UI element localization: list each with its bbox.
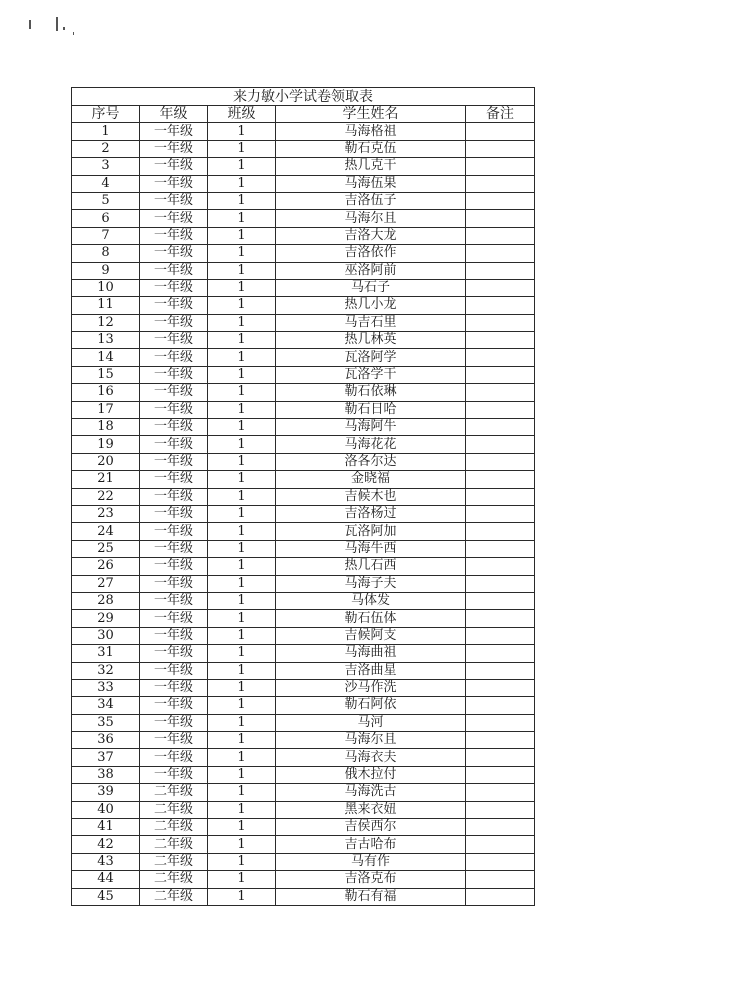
cell-student-name: 勒石阿依	[276, 697, 466, 714]
table-row	[72, 627, 535, 644]
table-row	[72, 436, 535, 453]
table-row	[72, 853, 535, 870]
table-row	[72, 123, 535, 140]
cell-student-name: 瓦洛阿学	[276, 349, 466, 366]
cell-student-name: 马石子	[276, 279, 466, 296]
header-class: 班级	[208, 106, 276, 123]
cell-number: 41	[72, 819, 140, 836]
cell-number: 9	[72, 262, 140, 279]
cell-number: 16	[72, 384, 140, 401]
cell-grade: 一年级	[140, 505, 208, 522]
cell-student-name: 吉古哈布	[276, 836, 466, 853]
cell-note	[466, 488, 535, 505]
cell-note	[466, 349, 535, 366]
cell-number: 17	[72, 401, 140, 418]
cell-note	[466, 158, 535, 175]
cell-class: 1	[208, 558, 276, 575]
cell-class: 1	[208, 158, 276, 175]
cell-student-name: 马海伍果	[276, 175, 466, 192]
cell-number: 45	[72, 888, 140, 905]
cell-student-name: 吉洛曲星	[276, 662, 466, 679]
cell-student-name: 巫洛阿前	[276, 262, 466, 279]
cell-student-name: 吉洛依作	[276, 245, 466, 262]
cell-note	[466, 749, 535, 766]
cell-number: 3	[72, 158, 140, 175]
cell-note	[466, 610, 535, 627]
cell-number: 11	[72, 297, 140, 314]
cell-student-name: 洛各尔达	[276, 453, 466, 470]
cell-student-name: 马吉石里	[276, 314, 466, 331]
cell-note	[466, 436, 535, 453]
cell-class: 1	[208, 888, 276, 905]
table-row	[72, 558, 535, 575]
cell-student-name: 马海阿牛	[276, 419, 466, 436]
cell-note	[466, 679, 535, 696]
cell-number: 42	[72, 836, 140, 853]
cell-number: 26	[72, 558, 140, 575]
cell-number: 22	[72, 488, 140, 505]
table-row	[72, 314, 535, 331]
cell-student-name: 热几克干	[276, 158, 466, 175]
header-number: 序号	[72, 106, 140, 123]
cell-class: 1	[208, 662, 276, 679]
cell-note	[466, 766, 535, 783]
cell-number: 20	[72, 453, 140, 470]
cell-number: 27	[72, 575, 140, 592]
cell-note	[466, 401, 535, 418]
table-row	[72, 227, 535, 244]
cell-grade: 一年级	[140, 366, 208, 383]
cell-class: 1	[208, 384, 276, 401]
table-row	[72, 384, 535, 401]
cell-note	[466, 262, 535, 279]
cell-note	[466, 366, 535, 383]
cell-class: 1	[208, 871, 276, 888]
cell-number: 37	[72, 749, 140, 766]
cell-grade: 一年级	[140, 766, 208, 783]
cell-grade: 一年级	[140, 523, 208, 540]
cell-student-name: 马海格祖	[276, 123, 466, 140]
cell-note	[466, 558, 535, 575]
cell-grade: 一年级	[140, 245, 208, 262]
table-row	[72, 210, 535, 227]
cell-student-name: 马体发	[276, 592, 466, 609]
scan-speck	[63, 27, 65, 30]
cell-grade: 一年级	[140, 732, 208, 749]
cell-student-name: 瓦洛阿加	[276, 523, 466, 540]
cell-grade: 二年级	[140, 853, 208, 870]
cell-class: 1	[208, 279, 276, 296]
table-row	[72, 871, 535, 888]
cell-class: 1	[208, 297, 276, 314]
cell-number: 40	[72, 801, 140, 818]
cell-grade: 一年级	[140, 471, 208, 488]
cell-number: 28	[72, 592, 140, 609]
cell-note	[466, 227, 535, 244]
cell-class: 1	[208, 192, 276, 209]
table-row	[72, 505, 535, 522]
cell-grade: 一年级	[140, 436, 208, 453]
cell-number: 10	[72, 279, 140, 296]
cell-class: 1	[208, 140, 276, 157]
cell-note	[466, 123, 535, 140]
cell-class: 1	[208, 262, 276, 279]
cell-note	[466, 662, 535, 679]
cell-student-name: 热几小龙	[276, 297, 466, 314]
cell-number: 15	[72, 366, 140, 383]
cell-note	[466, 471, 535, 488]
cell-class: 1	[208, 332, 276, 349]
cell-class: 1	[208, 819, 276, 836]
cell-class: 1	[208, 471, 276, 488]
table-row	[72, 766, 535, 783]
table-row	[72, 471, 535, 488]
cell-student-name: 勒石克伍	[276, 140, 466, 157]
table-row	[72, 192, 535, 209]
cell-student-name: 热几林英	[276, 332, 466, 349]
cell-grade: 一年级	[140, 592, 208, 609]
cell-grade: 一年级	[140, 297, 208, 314]
table-title-row	[72, 88, 535, 106]
cell-student-name: 沙马作洗	[276, 679, 466, 696]
table-row	[72, 714, 535, 731]
cell-note	[466, 888, 535, 905]
cell-class: 1	[208, 627, 276, 644]
header-note: 备注	[466, 106, 535, 123]
cell-class: 1	[208, 314, 276, 331]
cell-number: 38	[72, 766, 140, 783]
cell-note	[466, 279, 535, 296]
cell-class: 1	[208, 784, 276, 801]
cell-student-name: 勒石日哈	[276, 401, 466, 418]
cell-note	[466, 714, 535, 731]
table-row	[72, 158, 535, 175]
table-row	[72, 592, 535, 609]
cell-note	[466, 819, 535, 836]
table-row	[72, 488, 535, 505]
cell-class: 1	[208, 123, 276, 140]
cell-class: 1	[208, 749, 276, 766]
cell-number: 7	[72, 227, 140, 244]
cell-student-name: 马海尔且	[276, 732, 466, 749]
cell-student-name: 瓦洛学干	[276, 366, 466, 383]
cell-student-name: 黑来衣妞	[276, 801, 466, 818]
table-row	[72, 140, 535, 157]
cell-grade: 二年级	[140, 801, 208, 818]
cell-class: 1	[208, 419, 276, 436]
scan-speck	[56, 17, 58, 31]
table-row	[72, 349, 535, 366]
cell-number: 33	[72, 679, 140, 696]
cell-note	[466, 853, 535, 870]
cell-student-name: 马有作	[276, 853, 466, 870]
header-grade: 年级	[140, 106, 208, 123]
cell-grade: 一年级	[140, 262, 208, 279]
cell-grade: 一年级	[140, 610, 208, 627]
cell-number: 18	[72, 419, 140, 436]
cell-student-name: 吉洛克布	[276, 871, 466, 888]
cell-class: 1	[208, 523, 276, 540]
cell-student-name: 马海尔且	[276, 210, 466, 227]
cell-grade: 一年级	[140, 540, 208, 557]
table-row	[72, 575, 535, 592]
cell-number: 35	[72, 714, 140, 731]
cell-grade: 一年级	[140, 679, 208, 696]
cell-grade: 一年级	[140, 279, 208, 296]
cell-grade: 一年级	[140, 697, 208, 714]
cell-note	[466, 732, 535, 749]
cell-class: 1	[208, 436, 276, 453]
cell-number: 34	[72, 697, 140, 714]
cell-grade: 一年级	[140, 645, 208, 662]
cell-class: 1	[208, 401, 276, 418]
cell-class: 1	[208, 801, 276, 818]
cell-grade: 一年级	[140, 332, 208, 349]
cell-student-name: 马海子夫	[276, 575, 466, 592]
cell-number: 24	[72, 523, 140, 540]
cell-student-name: 热几石西	[276, 558, 466, 575]
cell-class: 1	[208, 714, 276, 731]
table-row	[72, 523, 535, 540]
table-row	[72, 610, 535, 627]
cell-class: 1	[208, 575, 276, 592]
cell-note	[466, 175, 535, 192]
cell-note	[466, 384, 535, 401]
cell-grade: 一年级	[140, 384, 208, 401]
cell-student-name: 马海曲祖	[276, 645, 466, 662]
cell-grade: 一年级	[140, 453, 208, 470]
cell-class: 1	[208, 610, 276, 627]
cell-student-name: 金晓福	[276, 471, 466, 488]
table-row	[72, 645, 535, 662]
cell-class: 1	[208, 488, 276, 505]
cell-number: 23	[72, 505, 140, 522]
table-row	[72, 419, 535, 436]
cell-number: 39	[72, 784, 140, 801]
table-row	[72, 679, 535, 696]
cell-grade: 二年级	[140, 871, 208, 888]
cell-student-name: 勒石依琳	[276, 384, 466, 401]
cell-grade: 一年级	[140, 488, 208, 505]
cell-number: 32	[72, 662, 140, 679]
table-row	[72, 784, 535, 801]
cell-number: 13	[72, 332, 140, 349]
cell-class: 1	[208, 679, 276, 696]
cell-note	[466, 332, 535, 349]
cell-number: 4	[72, 175, 140, 192]
table-row	[72, 332, 535, 349]
cell-student-name: 勒石有福	[276, 888, 466, 905]
cell-note	[466, 836, 535, 853]
cell-student-name: 马海牛西	[276, 540, 466, 557]
cell-number: 36	[72, 732, 140, 749]
cell-note	[466, 801, 535, 818]
table-row	[72, 540, 535, 557]
table-body	[72, 123, 535, 906]
table-row	[72, 888, 535, 905]
cell-class: 1	[208, 732, 276, 749]
cell-note	[466, 575, 535, 592]
cell-class: 1	[208, 592, 276, 609]
cell-number: 2	[72, 140, 140, 157]
cell-note	[466, 245, 535, 262]
cell-class: 1	[208, 245, 276, 262]
table-row	[72, 801, 535, 818]
cell-note	[466, 314, 535, 331]
cell-grade: 一年级	[140, 714, 208, 731]
scan-speck	[73, 32, 74, 35]
cell-class: 1	[208, 366, 276, 383]
cell-note	[466, 192, 535, 209]
cell-grade: 一年级	[140, 662, 208, 679]
cell-grade: 一年级	[140, 627, 208, 644]
cell-class: 1	[208, 349, 276, 366]
cell-student-name: 马河	[276, 714, 466, 731]
cell-grade: 二年级	[140, 888, 208, 905]
cell-number: 12	[72, 314, 140, 331]
cell-number: 8	[72, 245, 140, 262]
cell-number: 25	[72, 540, 140, 557]
cell-grade: 二年级	[140, 819, 208, 836]
cell-grade: 一年级	[140, 419, 208, 436]
cell-student-name: 吉侯西尔	[276, 819, 466, 836]
cell-number: 1	[72, 123, 140, 140]
cell-grade: 一年级	[140, 123, 208, 140]
cell-student-name: 马海花花	[276, 436, 466, 453]
cell-grade: 一年级	[140, 749, 208, 766]
cell-note	[466, 419, 535, 436]
cell-note	[466, 140, 535, 157]
cell-student-name: 勒石伍体	[276, 610, 466, 627]
cell-class: 1	[208, 697, 276, 714]
scan-speck	[29, 20, 31, 29]
cell-note	[466, 592, 535, 609]
cell-grade: 一年级	[140, 140, 208, 157]
cell-number: 6	[72, 210, 140, 227]
cell-number: 30	[72, 627, 140, 644]
cell-grade: 二年级	[140, 784, 208, 801]
cell-grade: 一年级	[140, 349, 208, 366]
cell-number: 5	[72, 192, 140, 209]
cell-student-name: 吉候木也	[276, 488, 466, 505]
cell-number: 19	[72, 436, 140, 453]
table-row	[72, 697, 535, 714]
cell-number: 31	[72, 645, 140, 662]
cell-note	[466, 453, 535, 470]
table-row	[72, 279, 535, 296]
cell-number: 43	[72, 853, 140, 870]
table-row	[72, 749, 535, 766]
table-row	[72, 175, 535, 192]
table-row	[72, 245, 535, 262]
table-row	[72, 453, 535, 470]
cell-student-name: 吉洛伍子	[276, 192, 466, 209]
cell-note	[466, 645, 535, 662]
table-row	[72, 366, 535, 383]
table-row	[72, 819, 535, 836]
cell-number: 44	[72, 871, 140, 888]
table-row	[72, 297, 535, 314]
cell-class: 1	[208, 210, 276, 227]
cell-note	[466, 784, 535, 801]
table-header-row	[72, 106, 535, 123]
cell-class: 1	[208, 766, 276, 783]
cell-grade: 一年级	[140, 192, 208, 209]
cell-class: 1	[208, 836, 276, 853]
cell-note	[466, 871, 535, 888]
cell-student-name: 吉洛大龙	[276, 227, 466, 244]
cell-class: 1	[208, 453, 276, 470]
cell-student-name: 俄木拉付	[276, 766, 466, 783]
cell-class: 1	[208, 645, 276, 662]
cell-note	[466, 505, 535, 522]
cell-grade: 一年级	[140, 314, 208, 331]
cell-student-name: 马海洗古	[276, 784, 466, 801]
table-row	[72, 732, 535, 749]
cell-grade: 一年级	[140, 401, 208, 418]
table-row	[72, 836, 535, 853]
table-title: 来力敏小学试卷领取表	[72, 88, 535, 106]
table-row	[72, 401, 535, 418]
cell-grade: 一年级	[140, 158, 208, 175]
cell-grade: 一年级	[140, 575, 208, 592]
cell-number: 14	[72, 349, 140, 366]
cell-class: 1	[208, 175, 276, 192]
cell-class: 1	[208, 540, 276, 557]
cell-note	[466, 297, 535, 314]
exam-paper-receipt-table	[71, 87, 535, 906]
cell-student-name: 吉候阿支	[276, 627, 466, 644]
table-row	[72, 662, 535, 679]
cell-class: 1	[208, 853, 276, 870]
cell-grade: 二年级	[140, 836, 208, 853]
cell-grade: 一年级	[140, 227, 208, 244]
header-student-name: 学生姓名	[276, 106, 466, 123]
cell-number: 21	[72, 471, 140, 488]
cell-grade: 一年级	[140, 175, 208, 192]
cell-class: 1	[208, 227, 276, 244]
cell-grade: 一年级	[140, 210, 208, 227]
cell-note	[466, 210, 535, 227]
cell-student-name: 吉洛杨过	[276, 505, 466, 522]
cell-grade: 一年级	[140, 558, 208, 575]
cell-note	[466, 697, 535, 714]
cell-note	[466, 523, 535, 540]
cell-note	[466, 540, 535, 557]
cell-student-name: 马海衣夫	[276, 749, 466, 766]
cell-number: 29	[72, 610, 140, 627]
cell-note	[466, 627, 535, 644]
table-row	[72, 262, 535, 279]
cell-class: 1	[208, 505, 276, 522]
